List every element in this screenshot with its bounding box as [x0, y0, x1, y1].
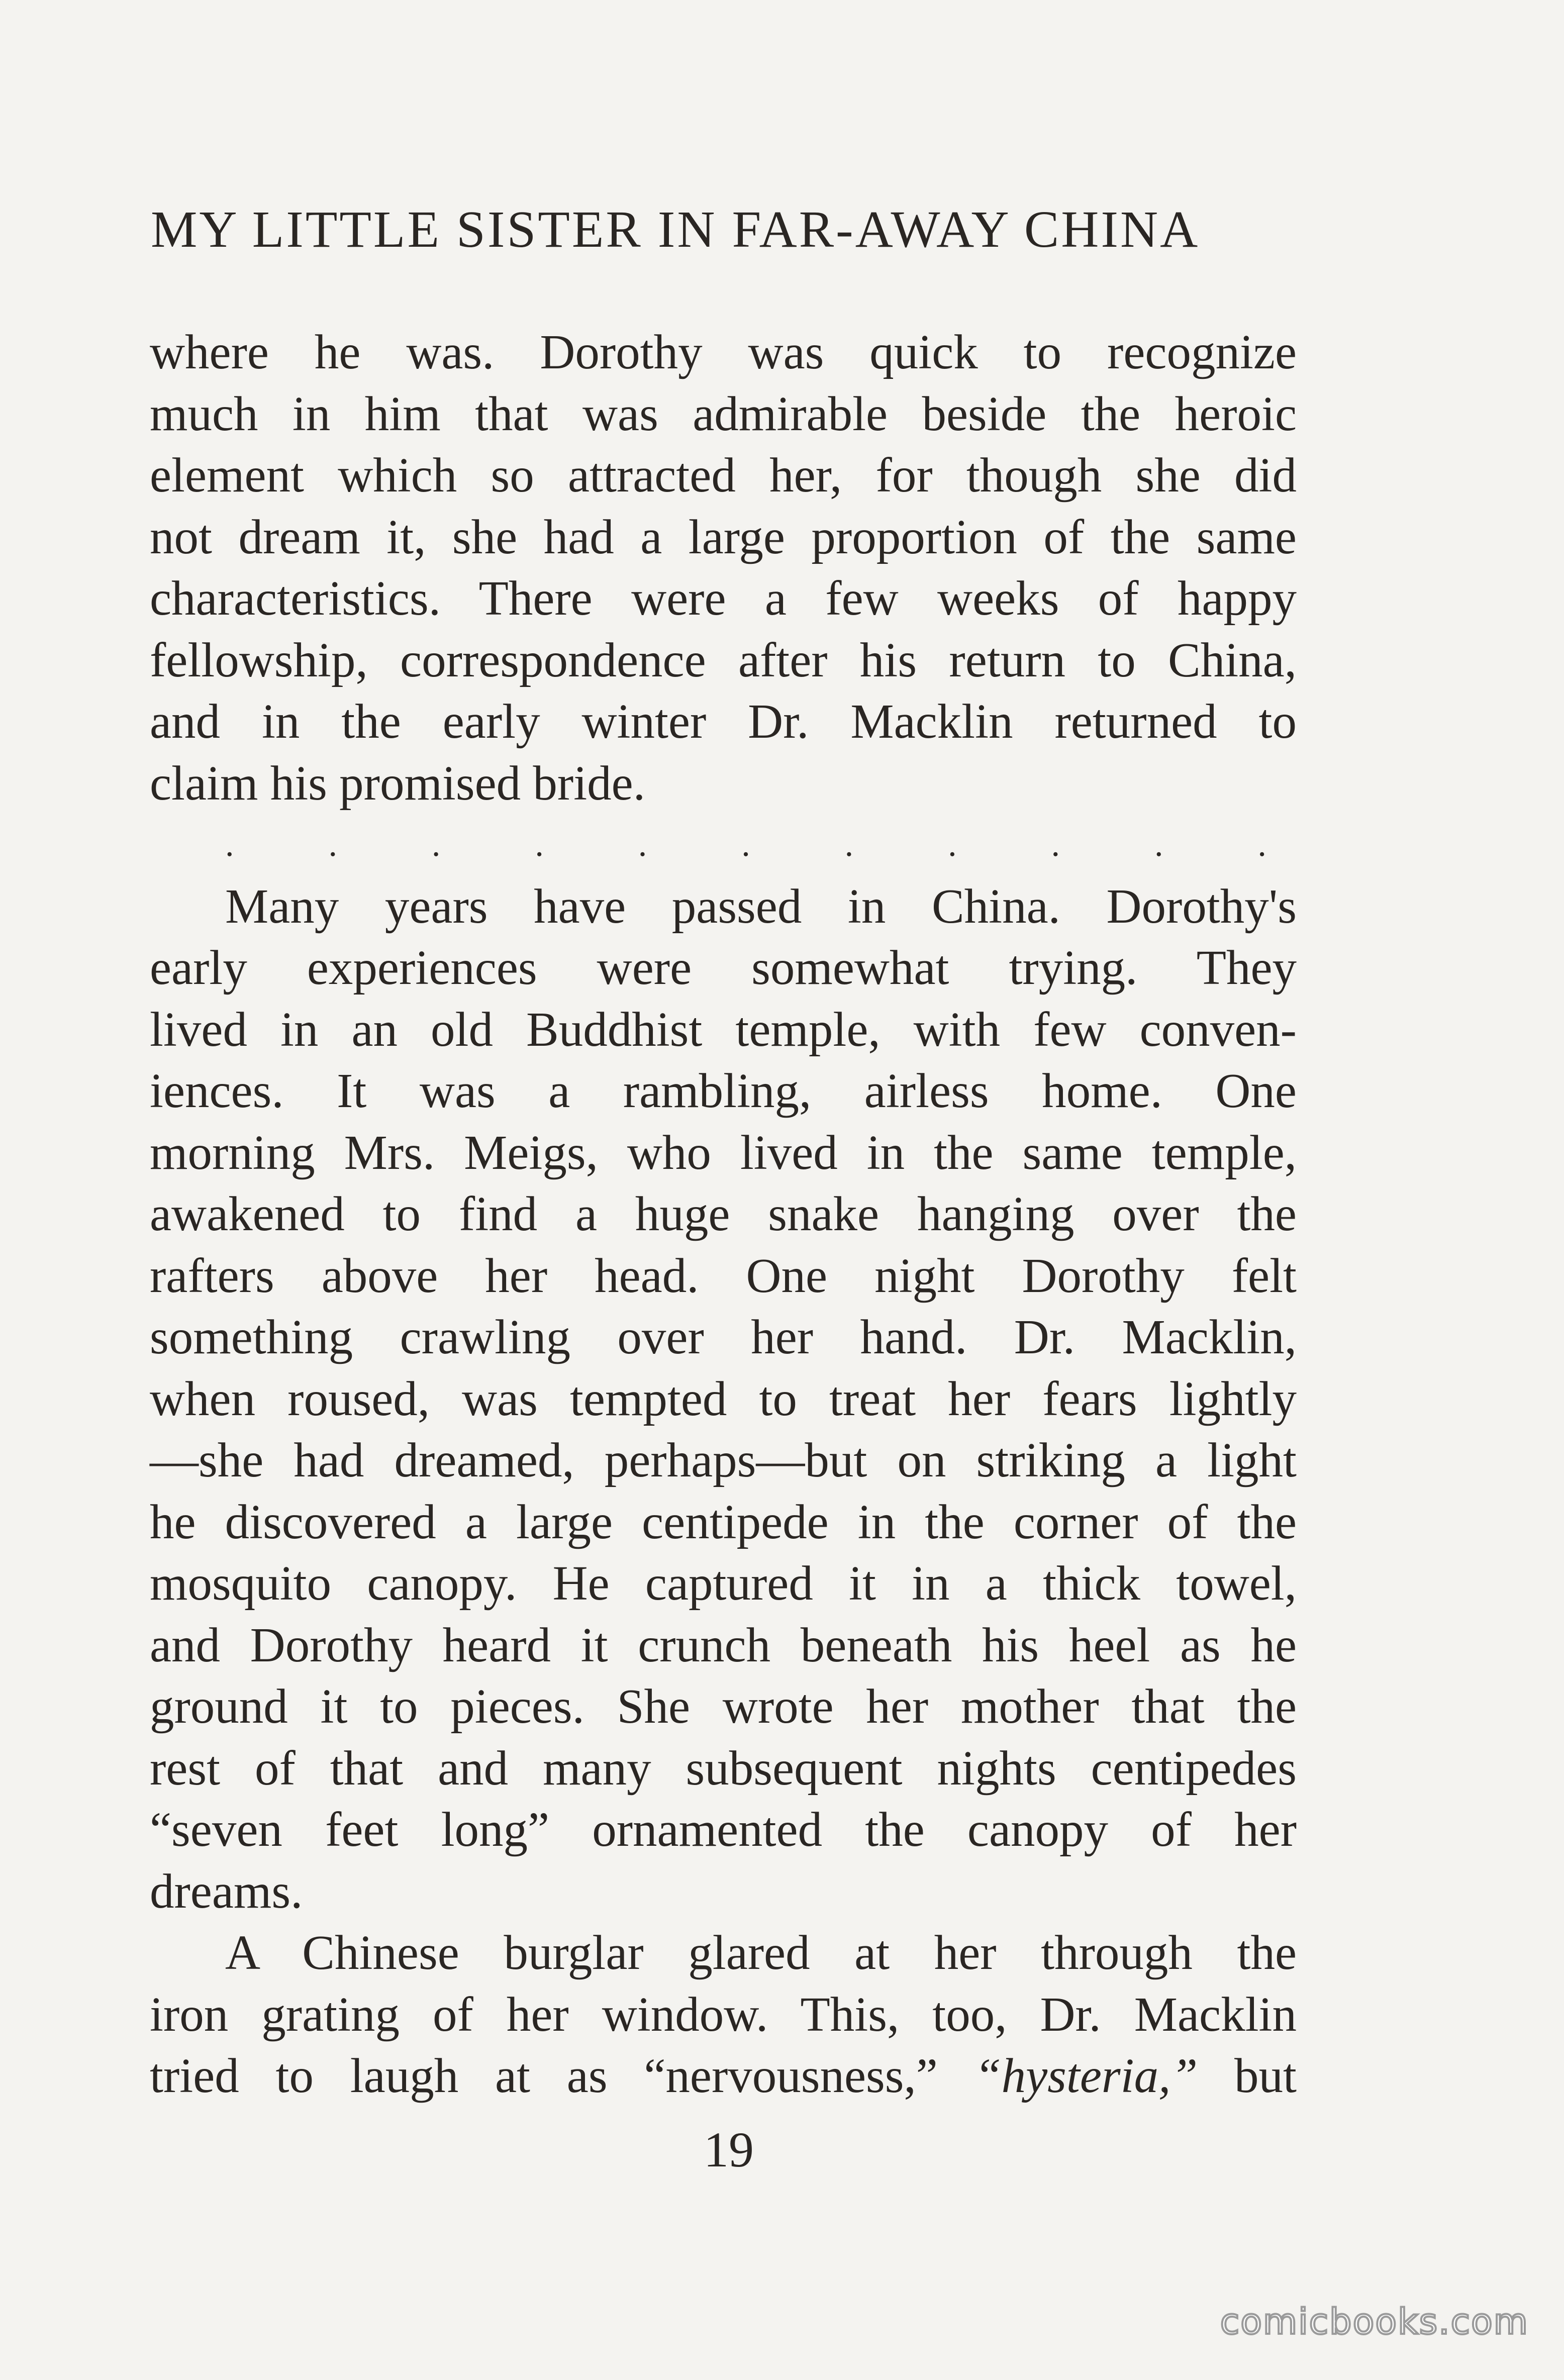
- separator-dot: .: [1051, 825, 1060, 864]
- separator-dot: .: [225, 825, 234, 864]
- text-line: fellowship, correspondence after his return to China,: [150, 633, 1297, 687]
- running-head: MY LITTLE SISTER IN FAR-AWAY CHINA: [151, 201, 1200, 258]
- text-line: Many years have passed in China. Dorothy's: [225, 879, 1297, 933]
- text-line: —she had dreamed, perhaps—but on striking a light: [150, 1433, 1297, 1487]
- separator-dot: .: [1257, 825, 1266, 864]
- text-segment: but: [1198, 2049, 1297, 2103]
- text-line: morning Mrs. Meigs, who lived in the same temple,: [150, 1125, 1297, 1179]
- text-line: and in the early winter Dr. Macklin returned to: [150, 695, 1297, 748]
- text-line: awakened to find a huge snake hanging over the: [150, 1187, 1297, 1241]
- paragraph-3: [150, 1922, 1297, 2107]
- paragraph-1: [150, 322, 1297, 814]
- text-line: rafters above her head. One night Dorothy felt: [150, 1248, 1297, 1303]
- text-line: mosquito canopy. He captured it in a thick towel,: [150, 1556, 1297, 1610]
- text-line: when roused, was tempted to treat her fears lightly: [150, 1371, 1297, 1426]
- text-line: element which so attracted her, for though she did: [150, 448, 1297, 502]
- separator-dot: .: [1154, 825, 1163, 864]
- text-line: A Chinese burglar glared at her through the: [225, 1926, 1297, 1979]
- text-line: much in him that was admirable beside the heroic: [150, 386, 1297, 441]
- body-text: [150, 322, 1297, 2107]
- italic-word: “hysteria,”: [974, 2049, 1198, 2103]
- text-line: where he was. Dorothy was quick to recognize: [150, 325, 1297, 379]
- text-line: early experiences were somewhat trying. They: [150, 941, 1297, 995]
- text-line: characteristics. There were a few weeks of happy: [150, 571, 1297, 625]
- separator-dot: .: [844, 825, 854, 864]
- text-line: he discovered a large centipede in the corner of the: [150, 1495, 1297, 1549]
- separator-dot: .: [948, 825, 957, 864]
- separator-dot: .: [638, 825, 647, 864]
- text-line: ground it to pieces. She wrote her mother that the: [150, 1679, 1297, 1733]
- text-line: rest of that and many subsequent nights centipedes: [150, 1741, 1297, 1795]
- section-break-dots: [150, 814, 1297, 876]
- separator-dot: .: [431, 825, 441, 864]
- watermark-logo: comicbooks.com: [1220, 2301, 1529, 2342]
- text-line: and Dorothy heard it crunch beneath his heel as he: [150, 1618, 1297, 1672]
- text-line: something crawling over her hand. Dr. Macklin,: [150, 1310, 1297, 1364]
- text-line: not dream it, she had a large proportion of the same: [150, 510, 1297, 564]
- text-line: “seven feet long” ornamented the canopy of her: [150, 1803, 1297, 1856]
- text-line: dreams.: [150, 1864, 303, 1918]
- text-line: [150, 2045, 1297, 2107]
- separator-dot: .: [535, 825, 544, 864]
- text-segment: tried to laugh at as “nervousness,”: [150, 2049, 974, 2103]
- paragraph-2: [150, 876, 1297, 1923]
- text-line: iences. It was a rambling, airless home. One: [150, 1064, 1297, 1118]
- separator-dot: .: [328, 825, 337, 864]
- text-line: claim his promised bride.: [150, 756, 645, 810]
- text-line: iron grating of her window. This, too, Dr. Macklin: [150, 1987, 1297, 2041]
- text-line: lived in an old Buddhist temple, with few conven-: [150, 1002, 1297, 1056]
- page-number: 19: [704, 2122, 754, 2177]
- separator-dot: .: [741, 825, 750, 864]
